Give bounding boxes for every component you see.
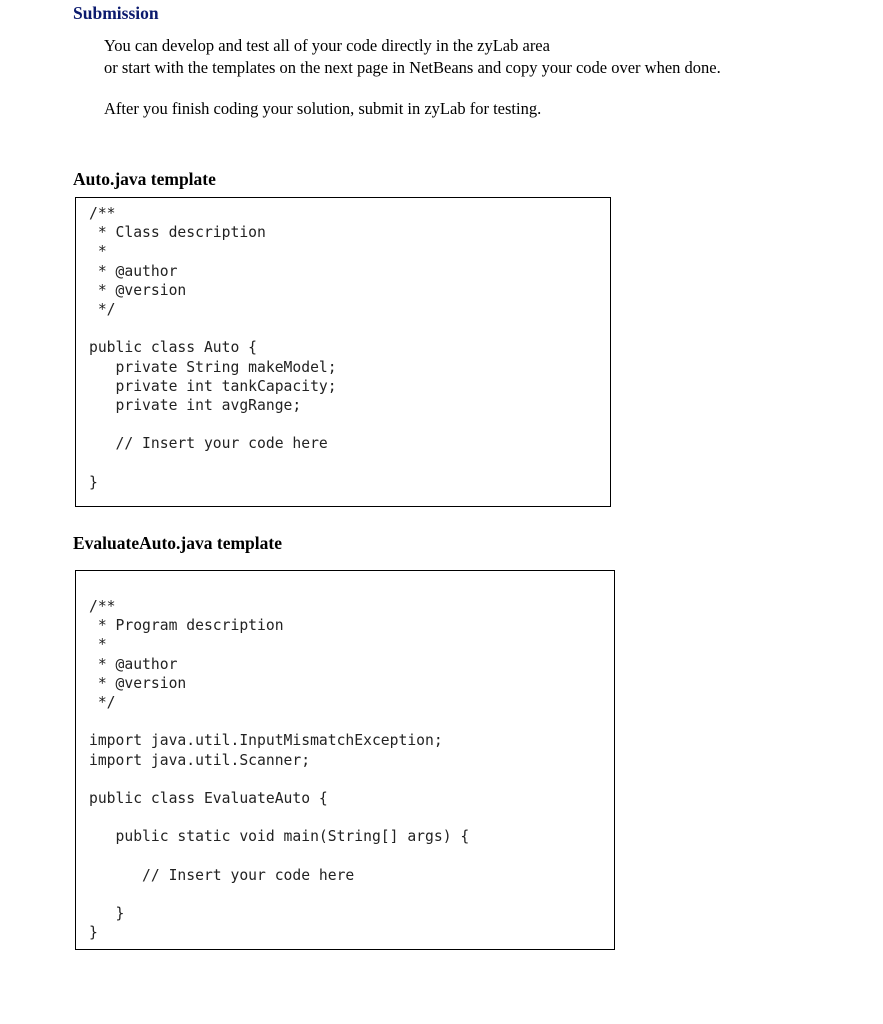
evaluate-code-block: /** * Program description * * @author * @version */ import java.util.InputMismatchException; import java.util.Scanner; public class EvaluateAuto { public static void main(String[] args) { // Insert your code here } } (89, 598, 470, 942)
intro-line-2: or start with the templates on the next page in NetBeans and copy your code over when done. (104, 58, 721, 77)
evaluate-code-box (75, 570, 615, 950)
intro-paragraph (104, 35, 721, 79)
auto-code-box (75, 197, 611, 507)
auto-code-block: /** * Class description * * @author * @version */ public class Auto { private String makeModel; private int tankCapacity; private int avgRange; // Insert your code here } (89, 205, 337, 491)
submission-heading: Submission (73, 3, 159, 23)
evaluate-template-heading: EvaluateAuto.java template (73, 533, 283, 553)
auto-template-heading: Auto.java template (73, 169, 216, 189)
intro-line-1: You can develop and test all of your code directly in the zyLab area (104, 36, 550, 55)
submit-instructions: After you finish coding your solution, submit in zyLab for testing. (104, 99, 542, 118)
